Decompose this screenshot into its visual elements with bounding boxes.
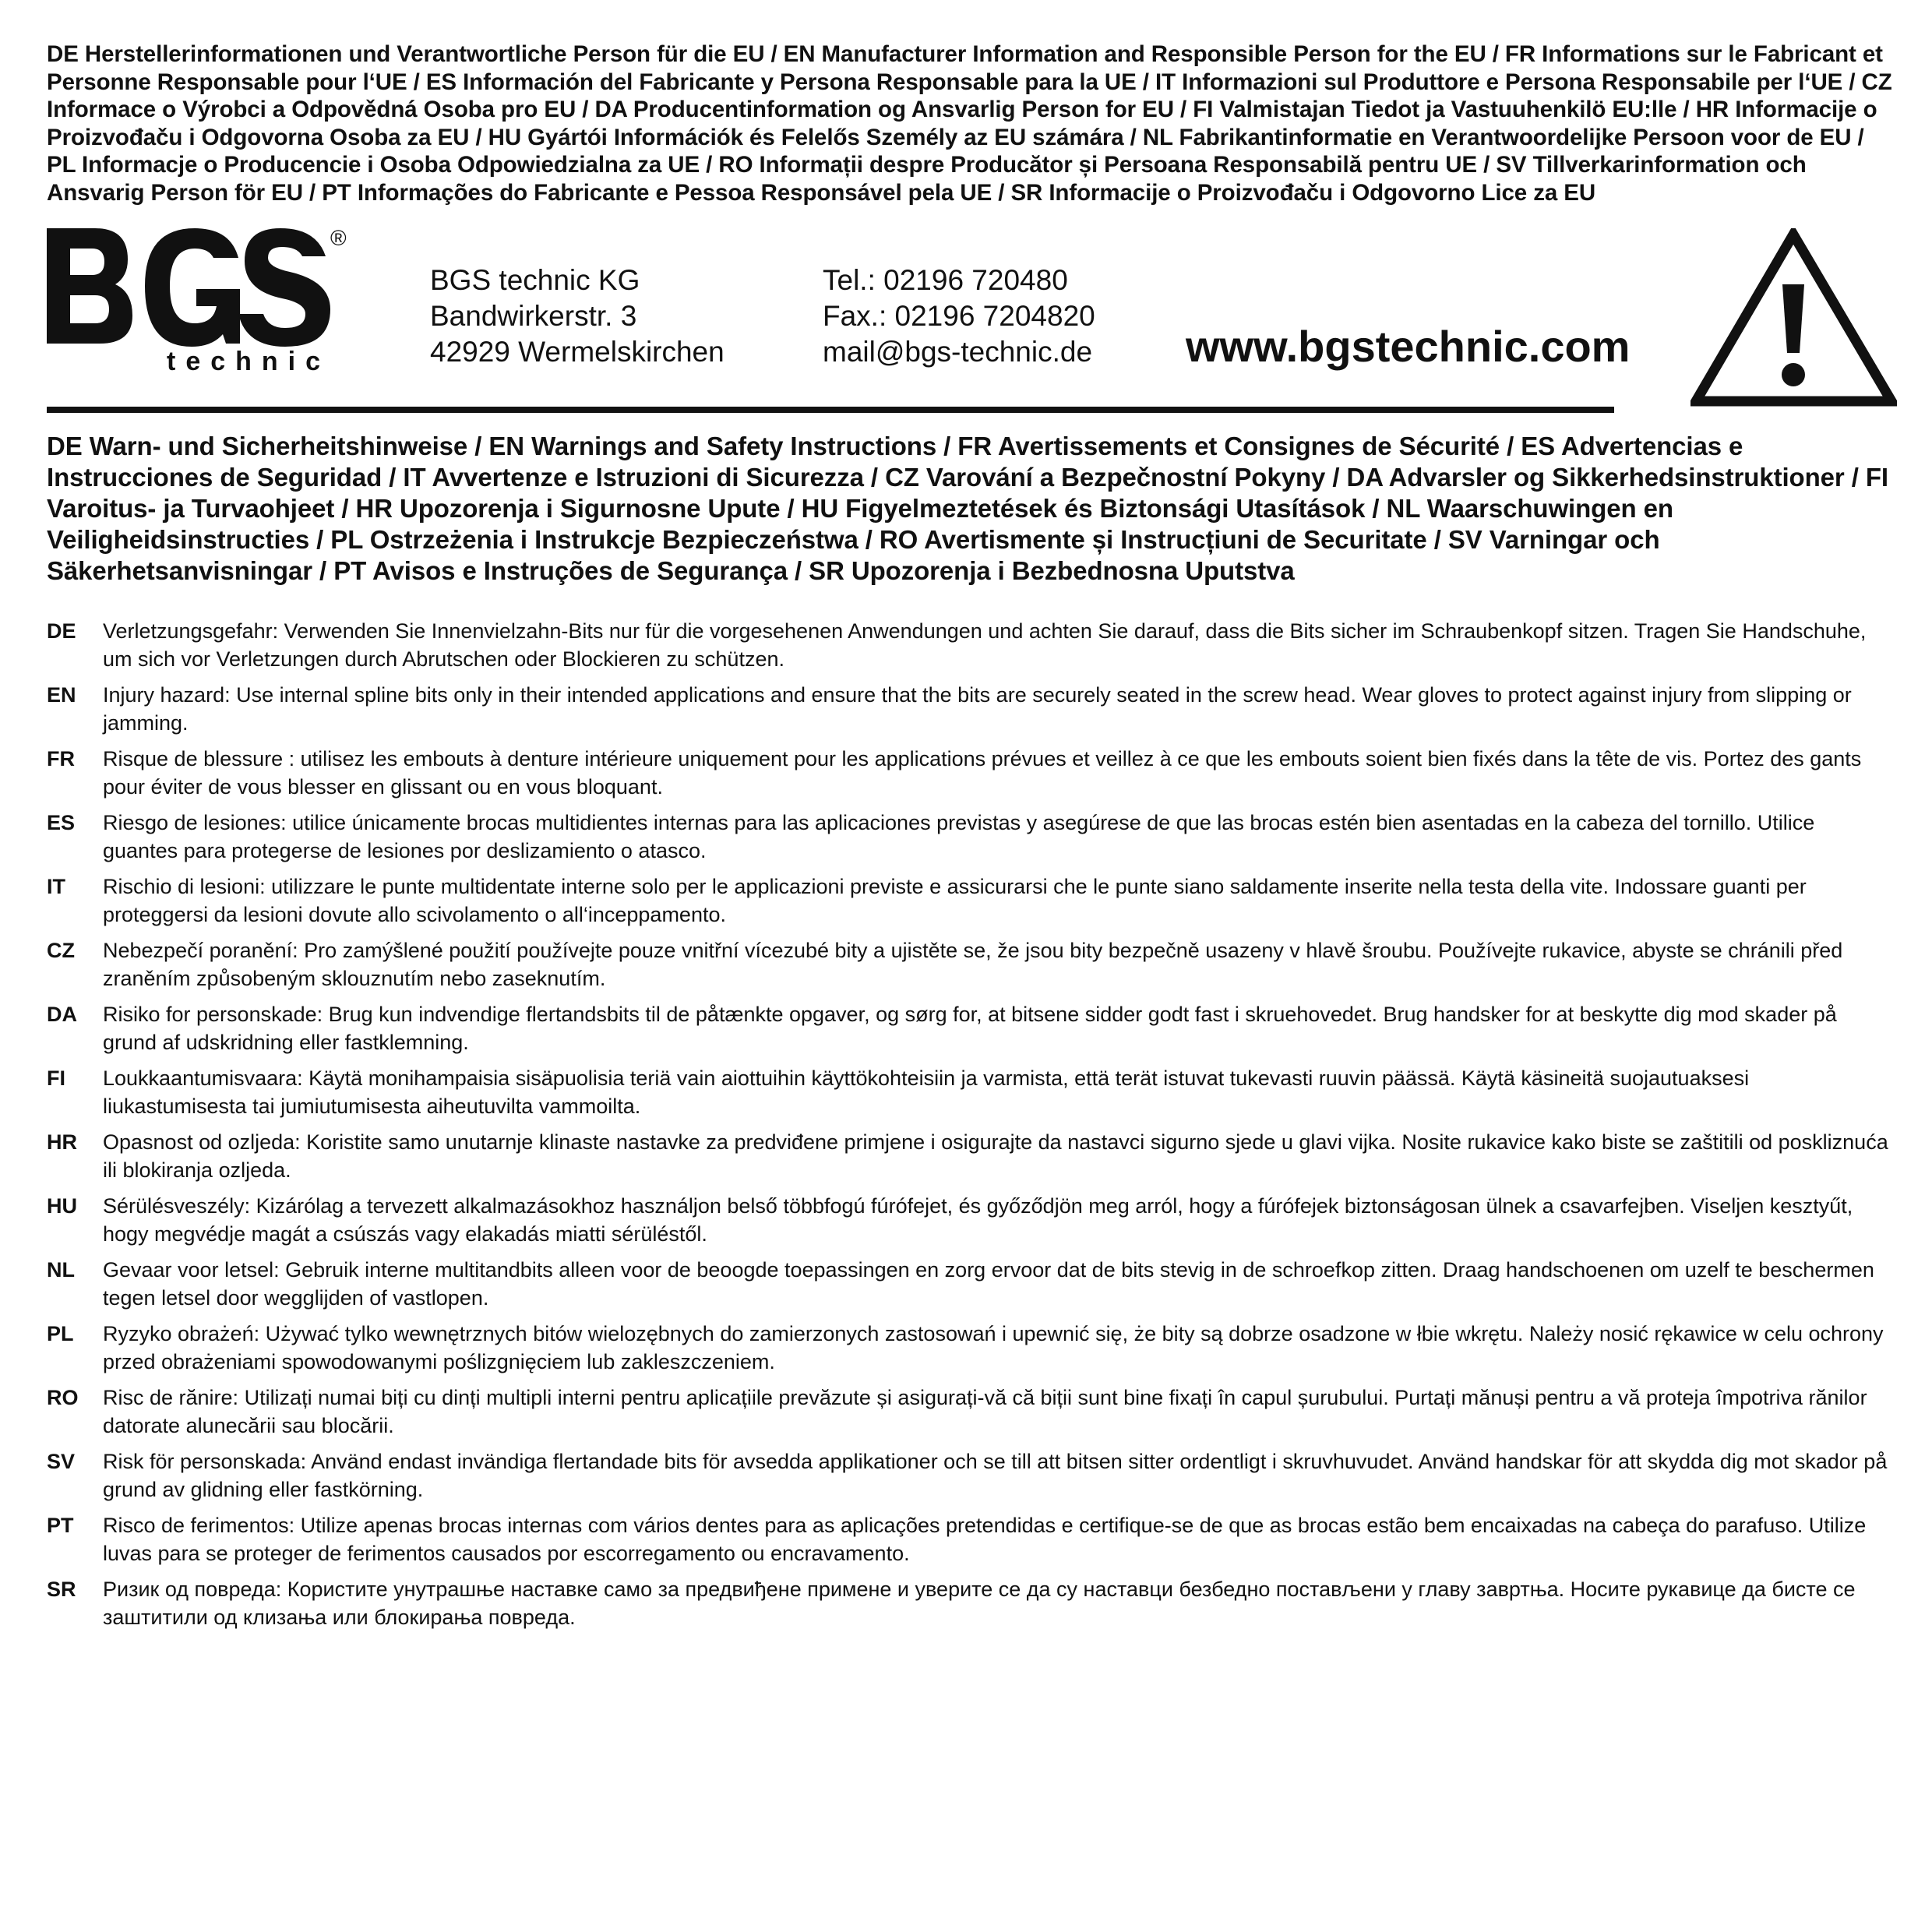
entry-text: Sérülésveszély: Kizárólag a tervezett alkalmazásokhoz használjon belső többfogú fúrófejet, és győződjön meg arról, hogy a fúrófejek biztonságosan ülnek a csavarfejben. Viseljen kesztyűt, hogy megvédje magát a csúszás vagy elakadás miatti sérüléstől. xyxy=(103,1194,1853,1246)
safety-entry-hu xyxy=(47,1193,1893,1248)
warning-triangle-icon xyxy=(1690,228,1897,407)
safety-entry-fr xyxy=(47,746,1893,801)
company-header xyxy=(47,225,1893,420)
entry-text: Ryzyko obrażeń: Używać tylko wewnętrznych bitów wielozębnych do zamierzonych zastosowań i upewnić się, że bity są dobrze osadzone w łbie wkrętu. Należy nosić rękawice w celu ochrony przed obrażeniami spowodowanymi poślizgnięciem lub zakleszczeniem. xyxy=(103,1322,1884,1373)
safety-entry-en xyxy=(47,682,1893,737)
entry-text: Risque de blessure : utilisez les embouts à denture intérieure uniquement pour les applications prévues et veillez à ce que les embouts soient bien fixés dans la tête de vis. Portez des gants pour éviter de vous blesser en glissant ou en vous bloquant. xyxy=(103,747,1862,799)
company-city: 42929 Wermelskirchen xyxy=(430,336,724,368)
safety-instructions-heading: DE Warn- und Sicherheitshinweise / EN Warnings and Safety Instructions / FR Avertissements et Consignes de Sécurité / ES Advertencias e Instrucciones de Seguridad / IT Avvertenze e Istruzioni di Sicurezza / CZ Varování a Bezpečnostní Pokyny / DA Advarsler og Sikkerhedsinstruktioner / FI Varoitus- ja Turvaohjeet / HR Upozorenja i Sigurnosne Upute / HU Figyelmeztetések és Biztonsági Utasítások / NL Waarschuwingen en Veiligheidsinstructies / PL Ostrzeżenia i Instrukcje Bezpieczeństwa / RO Avertismente și Instrucțiuni de Securitate / SV Varningar och Säkerhetsanvisningar / PT Avisos e Instruções de Segurança / SR Upozorenja i Bezbednosna Uputstva xyxy=(47,432,1888,585)
language-code: RO xyxy=(47,1386,79,1409)
header-divider xyxy=(47,407,1614,413)
language-code: HR xyxy=(47,1130,77,1154)
safety-entry-sr xyxy=(47,1576,1893,1631)
language-code: FR xyxy=(47,747,75,770)
safety-entry-sv xyxy=(47,1448,1893,1504)
safety-entry-pt xyxy=(47,1512,1893,1567)
safety-entry-de xyxy=(47,618,1893,673)
company-street: Bandwirkerstr. 3 xyxy=(430,300,637,332)
entry-text: Verletzungsgefahr: Verwenden Sie Innenvielzahn-Bits nur für die vorgesehenen Anwendungen und achten Sie darauf, dass die Bits sicher im Schraubenkopf sitzen. Tragen Sie Handschuhe, um sich vor Verletzungen durch Abrutschen oder Blockieren zu schützen. xyxy=(103,619,1867,671)
language-code: ES xyxy=(47,811,76,834)
entry-text: Ризик од повреда: Користите унутрашње наставке само за предвиђене примене и уверите се да су наставци безбедно постављени у главу завртња. Носите рукавице да бисте се заштитили од клизања или блокирања повреда. xyxy=(103,1578,1856,1629)
contact-tel: Tel.: 02196 720480 xyxy=(823,264,1068,296)
entry-text: Injury hazard: Use internal spline bits only in their intended applications and ensure that the bits are securely seated in the screw head. Wear gloves to protect against injury from slipping or jamming. xyxy=(103,683,1852,735)
entry-text: Risk för personskada: Använd endast invändiga flertandade bits för avsedda applikationer och se till att bitsen sitter ordentligt i skruvhuvudet. Använd handskar för att skydda dig mot skador på grund av glidning eller fastkörning. xyxy=(103,1450,1888,1501)
logo-sub-label: technic xyxy=(167,347,331,373)
registered-mark: ® xyxy=(330,226,347,250)
safety-entry-cz xyxy=(47,937,1893,992)
entry-text: Opasnost od ozljeda: Koristite samo unutarnje klinaste nastavke za predviđene primjene i osigurajte da nastavci sigurno sjede u glavi vijka. Nosite rukavice kako biste se zaštitili od poskliznuća ili blokiranja ozljeda. xyxy=(103,1130,1888,1182)
language-code: PT xyxy=(47,1514,74,1537)
entry-text: Riesgo de lesiones: utilice únicamente brocas multidientes internas para las aplicaciones previstas y asegúrese de que las brocas estén bien asentadas en la cabeza del tornillo. Utilice guantes para protegerse de lesiones por deslizamiento o atasco. xyxy=(103,811,1815,862)
bgs-technic-logo xyxy=(47,225,358,373)
language-code: SV xyxy=(47,1450,76,1473)
document-page xyxy=(47,41,1893,1640)
entry-text: Risiko for personskade: Brug kun indvendige flertandsbits til de påtænkte opgaver, og sørg for, at bitsene sidder godt fast i skruehovedet. Brug handsker for at beskytte dig mod skader på grund af udskridning eller fastklemning. xyxy=(103,1003,1837,1054)
entry-text: Loukkaantumisvaara: Käytä monihampaisia sisäpuolisia teriä vain aiottuihin käyttökohteisiin ja varmista, että terät istuvat tukevasti ruuvin päässä. Käytä käsineitä suojautuaksesi liukastumisesta tai jumiutumisesta aiheutuvilta vammoilta. xyxy=(103,1066,1750,1118)
contact-mail[interactable]: mail@bgs-technic.de xyxy=(823,336,1093,368)
language-code: NL xyxy=(47,1258,75,1282)
safety-entry-nl xyxy=(47,1257,1893,1312)
language-code: FI xyxy=(47,1066,65,1090)
language-code: IT xyxy=(47,875,65,898)
website-link[interactable]: www.bgstechnic.com xyxy=(1186,322,1631,371)
language-code: PL xyxy=(47,1322,74,1345)
safety-entries xyxy=(47,618,1893,1631)
safety-entry-it xyxy=(47,873,1893,929)
safety-entry-es xyxy=(47,809,1893,865)
language-code: EN xyxy=(47,683,76,707)
safety-entry-hr xyxy=(47,1129,1893,1184)
language-code: DE xyxy=(47,619,76,643)
entry-text: Nebezpečí poranění: Pro zamýšlené použití používejte pouze vnitřní vícezubé bity a ujistěte se, že jsou bity bezpečně usazeny v hlavě šroubu. Používejte rukavice, abyste se chránili před zraněním způsobeným sklouznutím nebo zaseknutím. xyxy=(103,939,1843,990)
entry-text: Risco de ferimentos: Utilize apenas brocas internas com vários dentes para as aplicações pretendidas e certifique-se de que as brocas estão bem encaixadas na cabeça do parafuso. Utilize luvas para se proteger de ferimentos causados por escorregamento ou encravamento. xyxy=(103,1514,1867,1565)
language-code: SR xyxy=(47,1578,76,1601)
entry-text: Risc de rănire: Utilizați numai biți cu dinți multipli interni pentru aplicațiile prevăzute și asigurați-vă că biții sunt bine fixați în capul șurubului. Purtați mănuși pentru a vă proteja împotriva rănilor datorate alunecării sau blocării. xyxy=(103,1386,1867,1437)
entry-text: Gevaar voor letsel: Gebruik interne multitandbits alleen voor de beoogde toepassingen en zorg ervoor dat de bits stevig in de schroefkop zitten. Draag handschoenen om uzelf te beschermen tegen letsel door wegglijden of vastlopen. xyxy=(103,1258,1874,1310)
contact-fax: Fax.: 02196 7204820 xyxy=(823,300,1095,332)
safety-entry-fi xyxy=(47,1065,1893,1120)
safety-entry-pl xyxy=(47,1320,1893,1376)
language-code: HU xyxy=(47,1194,77,1218)
language-code: CZ xyxy=(47,939,75,962)
company-name: BGS technic KG xyxy=(430,264,640,296)
safety-entry-ro xyxy=(47,1384,1893,1440)
company-address xyxy=(430,263,724,370)
company-contact xyxy=(823,263,1095,370)
manufacturer-info-heading: DE Herstellerinformationen und Verantwortliche Person für die EU / EN Manufacturer Information and Responsible Person for the EU / FR Informations sur le Fabricant et Personne Responsable pour l‘UE / ES Información del Fabricante y Persona Responsable para la UE / IT Informazioni sul Produttore e Persona Responsabile per l‘UE / CZ Informace o Výrobci a Odpovědná Osoba pro EU / DA Producentinformation og Ansvarlig Person for EU / FI Valmistajan Tiedot ja Vastuuhenkilö EU:lle / HR Informacije o Proizvođaču i Odgovorna Osoba za EU / HU Gyártói Információk és Felelős Személy az EU számára / NL Fabrikantinformatie en Verantwoordelijke Persoon voor de EU / PL Informacje o Producencie i Osoba Odpowiedzialna za UE / RO Informații despre Producător și Persoana Responsabilă pentru UE / SV Tillverkarinformation och Ansvarig Person för EU / PT Informações do Fabricante e Pessoa Responsável pela UE / SR Informacije o Proizvođaču i Odgovorno Lice za EU xyxy=(47,41,1892,206)
safety-entry-da xyxy=(47,1001,1893,1056)
entry-text: Rischio di lesioni: utilizzare le punte multidentate interne solo per le applicazioni previste e assicurarsi che le punte siano saldamente inserite nella testa della vite. Indossare guanti per proteggersi da lesioni dovute allo scivolamento o all‘inceppamento. xyxy=(103,875,1807,926)
language-code: DA xyxy=(47,1003,77,1026)
